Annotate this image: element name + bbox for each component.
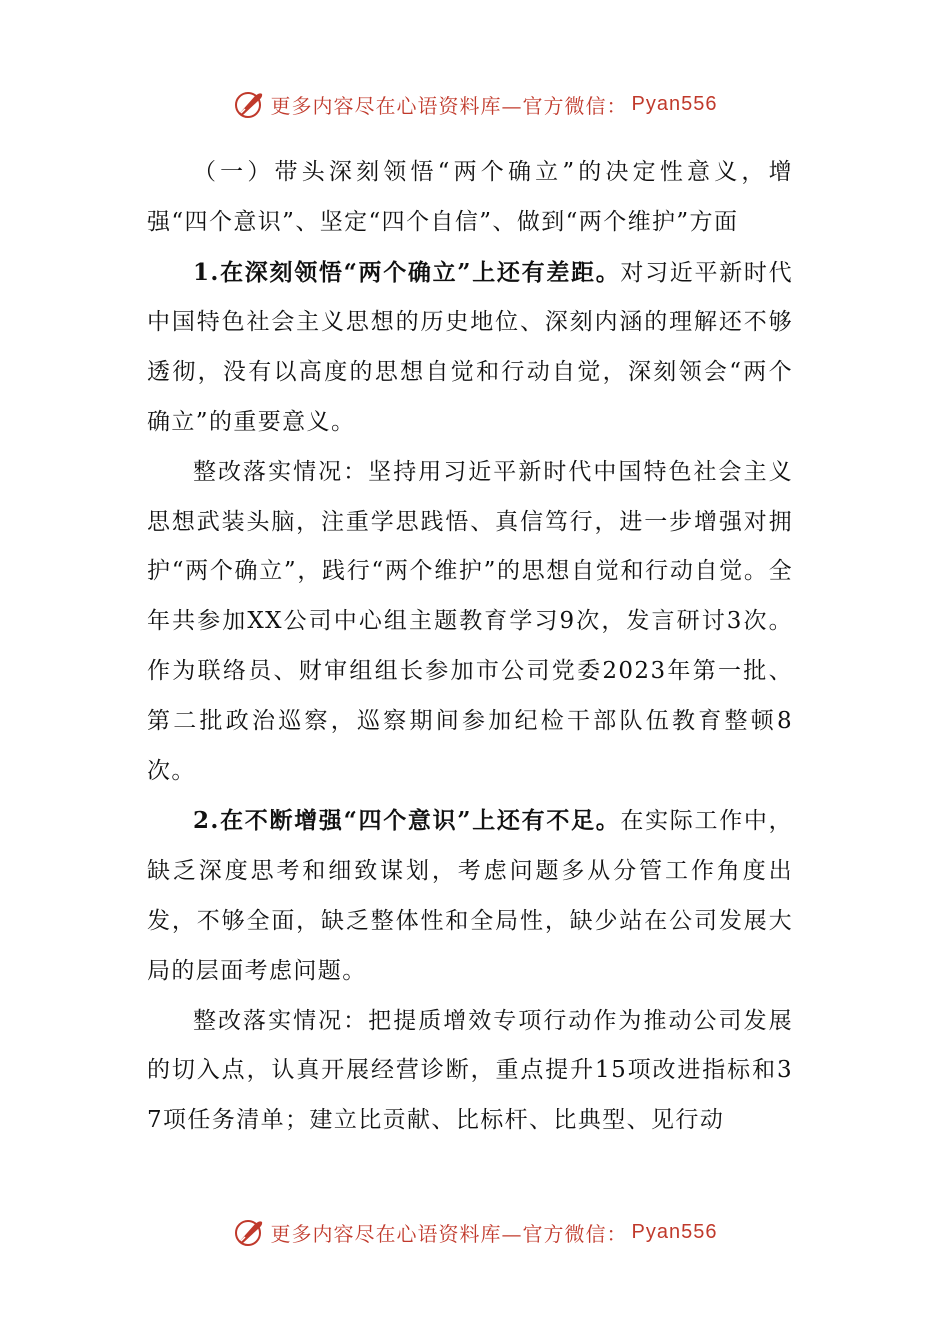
watermark-wechat-id: Pyan556 xyxy=(631,1220,718,1243)
document-body xyxy=(147,148,793,1146)
quill-pen-icon xyxy=(233,88,265,120)
item-1-title: 1.在深刻领悟“两个确立”上还有差距。 xyxy=(193,258,621,286)
section-heading: （一）带头深刻领悟“两个确立”的决定性意义，增强“四个意识”、坚定“四个自信”、做到“两个维护”方面 xyxy=(147,159,793,235)
item-1-paragraph xyxy=(147,248,793,448)
header-watermark xyxy=(0,84,950,124)
watermark-wechat-id: Pyan556 xyxy=(631,92,718,115)
item-2-paragraph xyxy=(147,796,793,996)
watermark-brand: 更多内容尽在心语资料库 xyxy=(270,93,502,118)
footer-watermark xyxy=(0,1212,950,1252)
quill-pen-icon xyxy=(233,1216,265,1248)
watermark-suffix: —官方微信： xyxy=(501,1221,628,1246)
watermark-brand: 更多内容尽在心语资料库 xyxy=(270,1221,502,1246)
item-1-rectification: 整改落实情况：坚持用习近平新时代中国特色社会主义思想武装头脑，注重学思践悟、真信笃行，进一步增强对拥护“两个确立”，践行“两个维护”的思想自觉和行动自觉。全年共参加XX公司中心组主题教育学习9次，发言研讨3次。作为联络员、财审组组长参加市公司党委2023年第一批、第二批政治巡察，巡察期间参加纪检干部队伍教育整顿8次。 xyxy=(147,458,793,784)
item-2-rectification: 整改落实情况：把提质增效专项行动作为推动公司发展的切入点，认真开展经营诊断，重点提升15项改进指标和37项任务清单；建立比贡献、比标杆、比典型、见行动 xyxy=(147,1007,793,1134)
item-1-body: 对习近平新时代中国特色社会主义思想的历史地位、深刻内涵的理解还不够透彻，没有以高度的思想自觉和行动自觉，深刻领会“两个确立”的重要意义。 xyxy=(147,259,793,435)
item-2-title: 2.在不断增强“四个意识”上还有不足。 xyxy=(193,807,621,835)
item-2-body: 在实际工作中，缺乏深度思考和细致谋划，考虑问题多从分管工作角度出发，不够全面，缺乏整体性和全局性，缺少站在公司发展大局的层面考虑问题。 xyxy=(147,808,793,984)
watermark-suffix: —官方微信： xyxy=(501,93,628,118)
